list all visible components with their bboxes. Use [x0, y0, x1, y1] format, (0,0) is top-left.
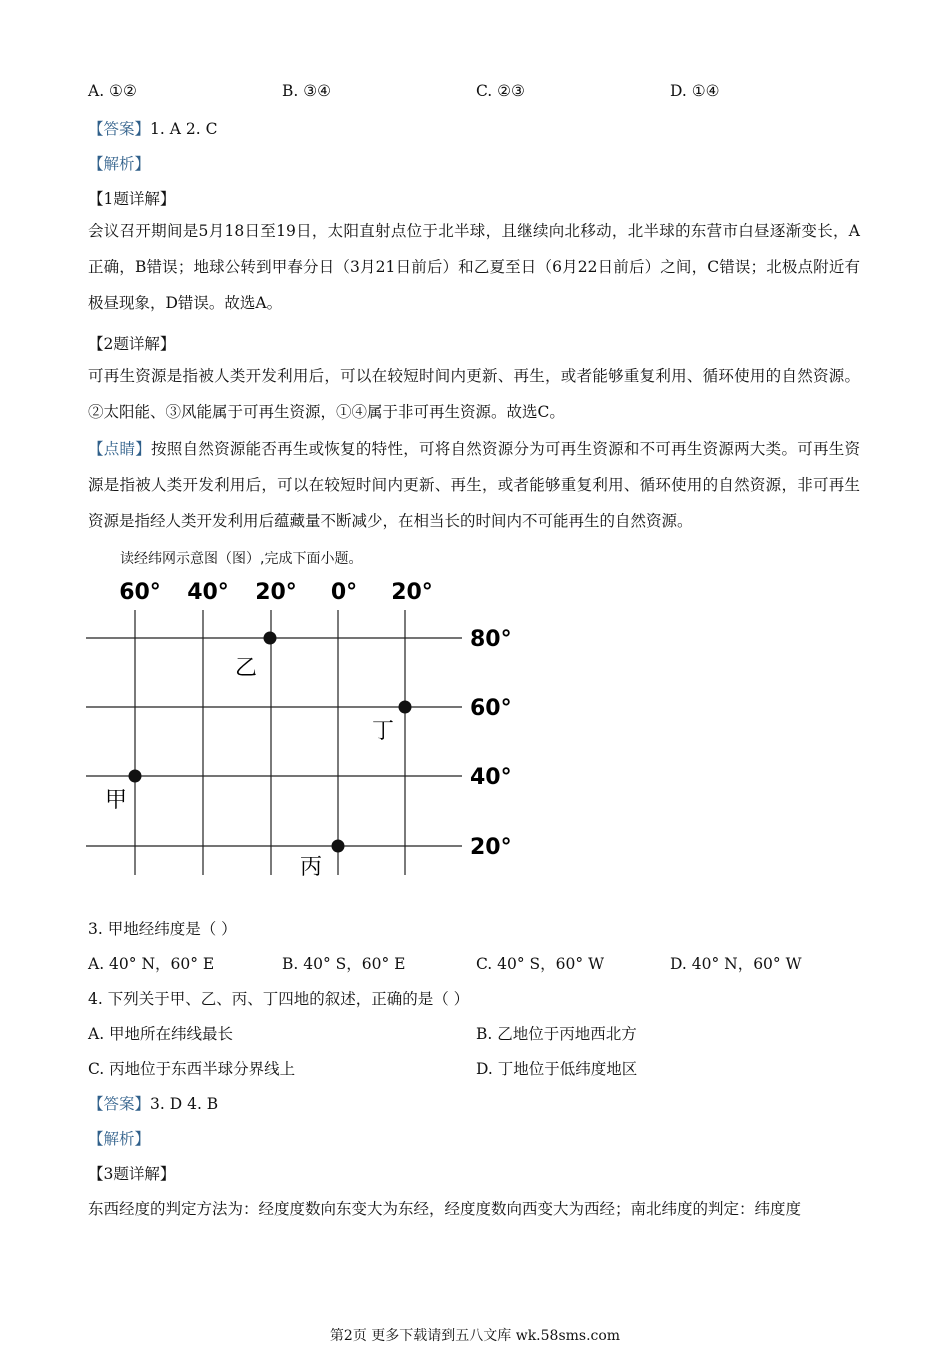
- lat-lon-grid-figure: [80, 570, 530, 880]
- answer-tag: 【答案】: [88, 1095, 151, 1113]
- lon-label: 40°: [187, 580, 229, 605]
- question-4-stem: 4. 下列关于甲、乙、丙、丁四地的叙述，正确的是（ ）: [88, 990, 470, 1008]
- q4-option-d: D. 丁地位于低纬度地区: [476, 1060, 638, 1078]
- option-b: B. ③④: [282, 82, 332, 100]
- q4-option-b: B. 乙地位于丙地西北方: [476, 1025, 637, 1043]
- q3-option-a: A. 40° N，60° E: [88, 955, 215, 973]
- point-jia-label: 甲: [105, 788, 128, 813]
- answer-line-1: [88, 117, 217, 139]
- point-ding-label: 丁: [372, 719, 395, 744]
- answer-text: 1. A 2. C: [150, 120, 218, 138]
- lon-label: 20°: [391, 580, 433, 605]
- answer-tag: 【答案】: [88, 120, 151, 138]
- option-a: A. ①②: [88, 82, 137, 100]
- point-yi-marker: [264, 632, 277, 645]
- answer-line-2: [88, 1092, 218, 1114]
- q3-option-b: B. 40° S，60° E: [282, 955, 406, 973]
- lon-label: 20°: [255, 580, 297, 605]
- page-footer: 第2页 更多下载请到五八文库 wk.58sms.com: [329, 1328, 621, 1344]
- lat-label: 60°: [470, 696, 512, 721]
- q4-option-c: C. 丙地位于东西半球分界线上: [88, 1060, 296, 1078]
- analysis-heading-1: 【解析】: [88, 155, 151, 173]
- detail-2-text: 可再生资源是指被人类开发利用后，可以在较短时间内更新、再生，或者能够重复利用、循环使用的自然资源。②太阳能、③风能属于可再生资源，①④属于非可再生资源。故选C。: [88, 367, 860, 421]
- option-c: C. ②③: [476, 82, 525, 100]
- detail-1-heading: 【1题详解】: [88, 190, 176, 208]
- lat-label: 40°: [470, 765, 512, 790]
- analysis-heading-2: 【解析】: [88, 1130, 151, 1148]
- lon-label: 60°: [119, 580, 161, 605]
- point-yi-label: 乙: [235, 656, 258, 681]
- lat-label: 80°: [470, 627, 512, 652]
- point-bing-marker: [332, 840, 345, 853]
- answer-text: 3. D 4. B: [150, 1095, 219, 1113]
- detail-1-text: 会议召开期间是5月18日至19日，太阳直射点位于北半球，且继续向北移动，北半球的东营市白昼逐渐变长，A正确，B错误；地球公转到甲春分日（3月21日前后）和乙夏至日（6月22日前后）之间，C错误；北极点附近有极昼现象，D错误。故选A。: [88, 222, 860, 312]
- detail-2-heading: 【2题详解】: [88, 335, 176, 353]
- q3-option-d: D. 40° N，60° W: [670, 955, 802, 973]
- detail-3-heading: 【3题详解】: [88, 1165, 176, 1183]
- detail-3-text: 东西经度的判定方法为：经度度数向东变大为东经，经度度数向西变大为西经；南北纬度的判定：纬度度: [88, 1200, 802, 1218]
- lat-label: 20°: [470, 835, 512, 860]
- tip-tag: 【点睛】: [88, 440, 152, 458]
- point-ding-marker: [399, 701, 412, 714]
- option-d: D. ①④: [670, 82, 720, 100]
- question-3-stem: 3. 甲地经纬度是（ ）: [88, 920, 237, 938]
- lon-label: 0°: [330, 580, 358, 605]
- point-bing-label: 丙: [300, 855, 323, 880]
- q3-option-c: C. 40° S，60° W: [476, 955, 605, 973]
- tip-paragraph: [88, 431, 860, 539]
- q4-option-a: A. 甲地所在纬线最长: [88, 1025, 234, 1043]
- figure-caption: 读经纬网示意图（图）,完成下面小题。: [120, 551, 363, 567]
- point-jia-marker: [129, 770, 142, 783]
- tip-text: 按照自然资源能否再生或恢复的特性，可将自然资源分为可再生资源和不可再生资源两大类。可再生资源是指被人类开发利用后，可以在较短时间内更新、再生，或者能够重复利用、循环使用的自然资源，非可再生资源是指经人类开发利用后蕴藏量不断减少，在相当长的时间内不可能再生的自然资源。: [88, 440, 860, 530]
